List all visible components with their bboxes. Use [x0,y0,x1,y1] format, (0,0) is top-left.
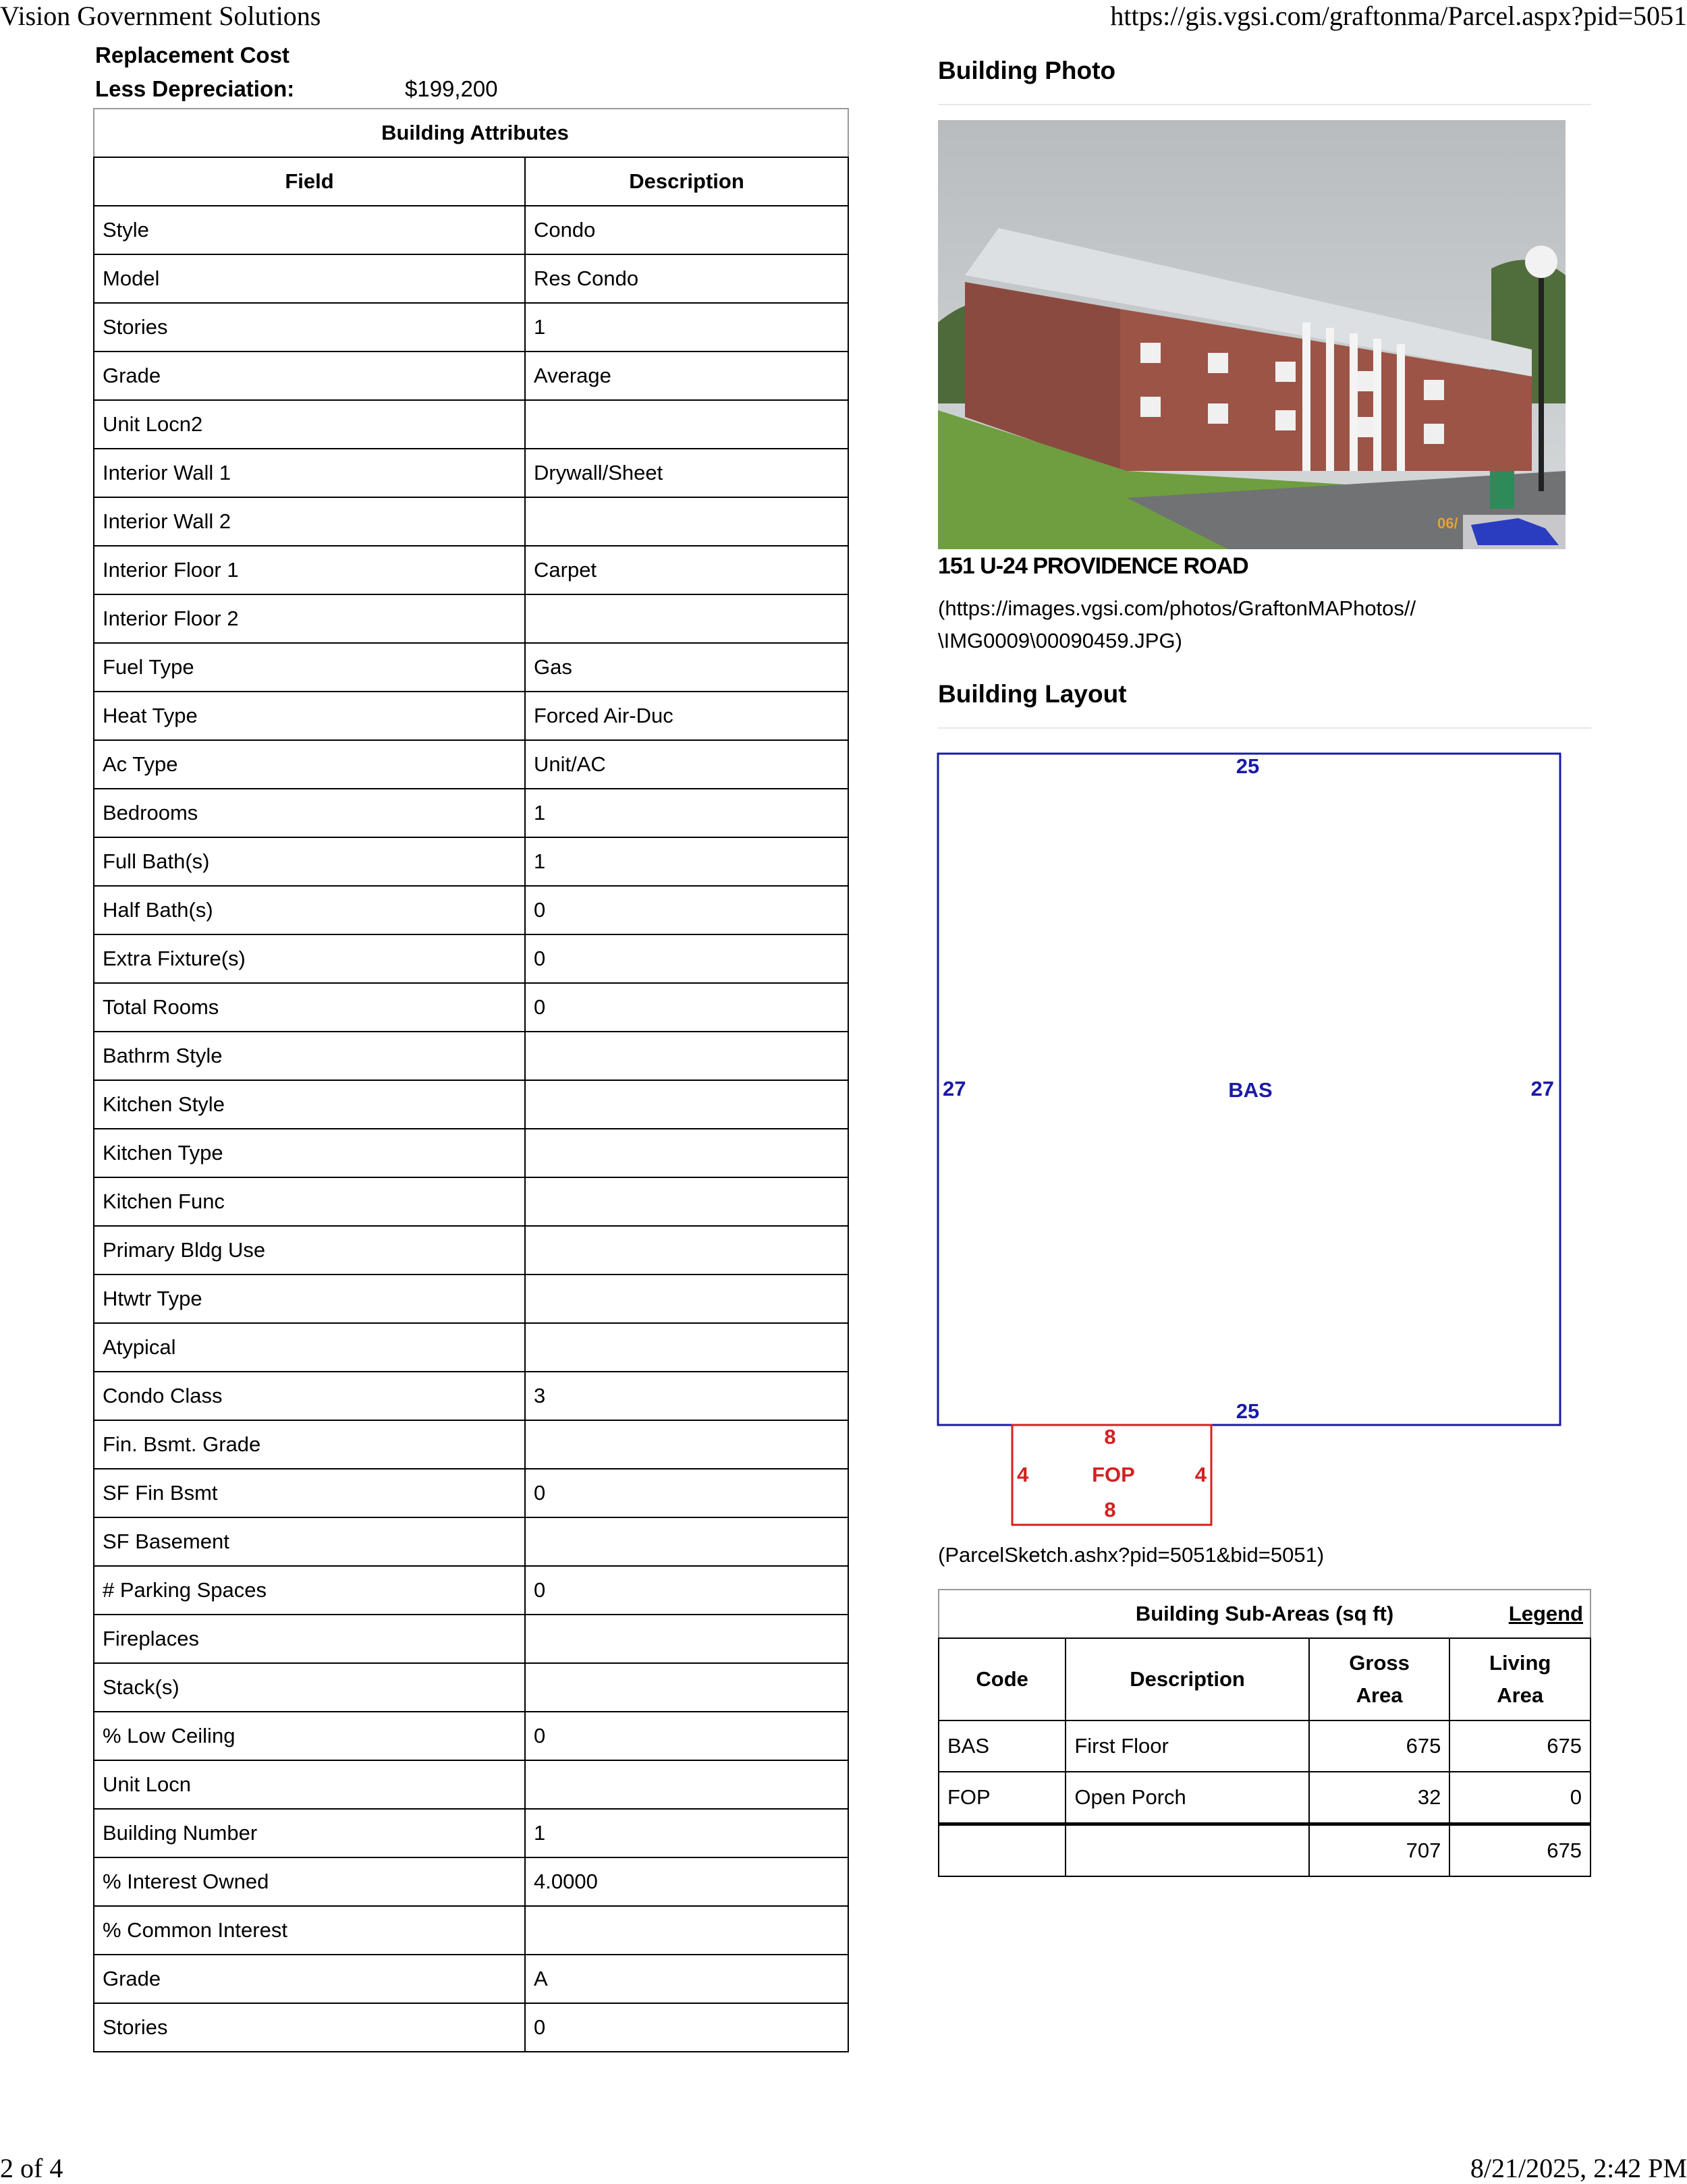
table-row [94,1663,848,1712]
attribute-field: Unit Locn2 [94,400,525,449]
replacement-cost-label: Replacement Cost [95,43,289,67]
attribute-field: Fuel Type [94,643,525,692]
subareas-total-row [939,1824,1591,1877]
table-row [94,692,848,740]
attribute-description [525,1517,848,1566]
attribute-description [525,1323,848,1372]
fop-left-dimension: 4 [1017,1463,1029,1486]
living-area-label-2: Area [1497,1683,1544,1707]
photo-url-link[interactable] [938,592,1416,657]
table-row [94,1857,848,1906]
table-row [94,206,848,254]
table-row [94,1955,848,2003]
attribute-field: SF Fin Bsmt [94,1469,525,1517]
table-row [94,934,848,983]
attribute-field: Stack(s) [94,1663,525,1712]
attribute-field: Model [94,254,525,303]
attribute-description: 0 [525,2003,848,2052]
replacement-cost-value: $199,200 [405,76,498,101]
subarea-code: BAS [939,1720,1066,1772]
attribute-field: Building Number [94,1809,525,1857]
attribute-field: Total Rooms [94,983,525,1032]
attribute-description [525,1663,848,1712]
table-row [94,1323,848,1372]
attribute-description: 1 [525,837,848,886]
table-row [94,352,848,400]
attribute-field: Interior Wall 2 [94,497,525,546]
attribute-field: Stories [94,2003,525,2052]
sketch-url-link[interactable]: (ParcelSketch.ashx?pid=5051&bid=5051) [938,1543,1325,1567]
photo-url-line1: (https://images.vgsi.com/photos/GraftonMAPhotos// [938,596,1416,620]
building-attributes-body [94,206,848,2052]
attribute-description: 0 [525,1469,848,1517]
table-row [94,740,848,789]
subarea-living: 675 [1449,1720,1591,1772]
building-photo-title: Building Photo [938,57,1116,84]
fop-right-dimension: 4 [1194,1463,1207,1486]
attribute-description: Gas [525,643,848,692]
table-row [94,1275,848,1323]
attribute-description: Carpet [525,546,848,594]
attribute-field: Primary Bldg Use [94,1226,525,1275]
attribute-description: Average [525,352,848,400]
photo-date-stamp: 06/ [1437,515,1458,532]
attribute-field: Half Bath(s) [94,886,525,934]
attribute-description: 1 [525,1809,848,1857]
fop-top-dimension: 8 [1104,1425,1116,1449]
attribute-description: 1 [525,303,848,352]
subarea-code [939,1824,1066,1877]
print-header-url: https://gis.vgsi.com/graftonma/Parcel.aspx?pid=5051 [1110,1,1687,31]
table-row [94,837,848,886]
page-number: 2 of 4 [0,2153,63,2183]
attribute-field: Style [94,206,525,254]
subarea-gross: 32 [1309,1772,1450,1824]
table-row [94,594,848,643]
photo-caption: 151 U-24 PROVIDENCE ROAD [938,553,1248,579]
bas-top-dimension: 25 [1236,754,1260,778]
table-row [94,886,848,934]
legend-link[interactable]: Legend [1508,1602,1583,1625]
table-row [94,2003,848,2052]
table-row [94,449,848,497]
attribute-field: SF Basement [94,1517,525,1566]
attribute-description [525,1226,848,1275]
attribute-description: 0 [525,1712,848,1760]
bas-left-dimension: 27 [943,1077,966,1100]
gross-area-label-2: Area [1356,1683,1403,1707]
column-header-description: Description [525,157,848,206]
attribute-field: Kitchen Style [94,1080,525,1129]
attribute-description [525,1080,848,1129]
attribute-field: Full Bath(s) [94,837,525,886]
attribute-description [525,1420,848,1469]
attribute-description [525,1129,848,1177]
bas-bottom-dimension: 25 [1236,1399,1260,1423]
attribute-description: A [525,1955,848,2003]
attribute-field: Ac Type [94,740,525,789]
column-header-field: Field [94,157,525,206]
gross-area-label-1: Gross [1349,1651,1410,1675]
attribute-description: 0 [525,983,848,1032]
attribute-field: Interior Floor 1 [94,546,525,594]
attribute-description [525,1275,848,1323]
street-sign [1490,471,1514,509]
attribute-description: 0 [525,934,848,983]
table-row [94,1712,848,1760]
subareas-body [939,1720,1591,1876]
living-area-label-1: Living [1489,1651,1551,1675]
attribute-description [525,1760,848,1809]
table-row [94,1129,848,1177]
table-row [94,1760,848,1809]
attribute-field: # Parking Spaces [94,1566,525,1615]
attribute-description: 4.0000 [525,1857,848,1906]
table-row [94,1080,848,1129]
attribute-field: Htwtr Type [94,1275,525,1323]
attribute-field: Grade [94,1955,525,2003]
column-header-code: Code [939,1638,1066,1720]
attribute-field: Bedrooms [94,789,525,837]
attribute-description [525,1615,848,1663]
building-attributes-table [93,108,849,2052]
table-row [94,643,848,692]
building-photo[interactable] [938,120,1566,549]
attribute-field: % Interest Owned [94,1857,525,1906]
attribute-field: Condo Class [94,1372,525,1420]
attribute-field: Grade [94,352,525,400]
table-row [94,1226,848,1275]
attribute-field: Fin. Bsmt. Grade [94,1420,525,1469]
attribute-description: Unit/AC [525,740,848,789]
subarea-desc: Open Porch [1066,1772,1308,1824]
building-attributes-title: Building Attributes [94,109,848,157]
table-row [94,1372,848,1420]
fop-label: FOP [1092,1463,1135,1486]
attribute-description [525,1906,848,1955]
subarea-desc [1066,1824,1308,1877]
attribute-field: Kitchen Type [94,1129,525,1177]
attribute-field: Fireplaces [94,1615,525,1663]
attribute-description [525,1177,848,1226]
divider [938,727,1591,729]
attribute-description [525,594,848,643]
attribute-field: Heat Type [94,692,525,740]
attribute-description: 0 [525,886,848,934]
attribute-field: Atypical [94,1323,525,1372]
building-subareas-table [938,1589,1591,1877]
table-row [94,1906,848,1955]
column-header-gross-area [1309,1638,1450,1720]
building-layout-title: Building Layout [938,680,1127,708]
table-row [94,1517,848,1566]
attribute-description: 0 [525,1566,848,1615]
divider [938,104,1591,105]
attribute-description [525,497,848,546]
attribute-field: Interior Floor 2 [94,594,525,643]
attribute-description: Condo [525,206,848,254]
column-header-living-area [1449,1638,1591,1720]
table-row [94,254,848,303]
photo-url-line2: \IMG0009\00090459.JPG) [938,629,1182,652]
attribute-field: Kitchen Func [94,1177,525,1226]
column-header-description: Description [1066,1638,1308,1720]
subareas-title-cell [939,1590,1591,1638]
table-row [939,1720,1591,1772]
table-row [94,1032,848,1080]
attribute-description [525,400,848,449]
less-depreciation-label: Less Depreciation: [95,76,295,101]
subarea-gross: 675 [1309,1720,1450,1772]
attribute-field: % Common Interest [94,1906,525,1955]
table-row [94,497,848,546]
attribute-field: Interior Wall 1 [94,449,525,497]
subarea-gross: 707 [1309,1824,1450,1877]
attribute-field: % Low Ceiling [94,1712,525,1760]
attribute-field: Bathrm Style [94,1032,525,1080]
attribute-field: Stories [94,303,525,352]
fop-bottom-dimension: 8 [1104,1498,1116,1521]
table-row [939,1772,1591,1824]
building-layout-sketch[interactable] [935,749,1569,1532]
table-row [94,1615,848,1663]
attribute-field: Extra Fixture(s) [94,934,525,983]
table-row [94,1809,848,1857]
attribute-field: Unit Locn [94,1760,525,1809]
subarea-living: 675 [1449,1824,1591,1877]
attribute-description: Res Condo [525,254,848,303]
table-row [94,1420,848,1469]
attribute-description [525,1032,848,1080]
lamp-post [1539,255,1544,491]
attribute-description: Drywall/Sheet [525,449,848,497]
subarea-living: 0 [1449,1772,1591,1824]
subarea-code: FOP [939,1772,1066,1824]
lamp-globe [1525,246,1557,278]
bas-right-dimension: 27 [1530,1077,1554,1100]
table-row [94,789,848,837]
table-row [94,303,848,352]
table-row [94,983,848,1032]
table-row [94,546,848,594]
table-row [94,1566,848,1615]
subarea-desc: First Floor [1066,1720,1308,1772]
table-row [94,1177,848,1226]
attribute-description: 3 [525,1372,848,1420]
bas-label: BAS [1228,1078,1273,1102]
subareas-title: Building Sub-Areas (sq ft) [1135,1602,1394,1625]
attribute-description: 1 [525,789,848,837]
print-timestamp: 8/21/2025, 2:42 PM [1470,2153,1687,2183]
table-row [94,1469,848,1517]
attribute-description: Forced Air-Duc [525,692,848,740]
print-header-site: Vision Government Solutions [0,1,321,31]
table-row [94,400,848,449]
